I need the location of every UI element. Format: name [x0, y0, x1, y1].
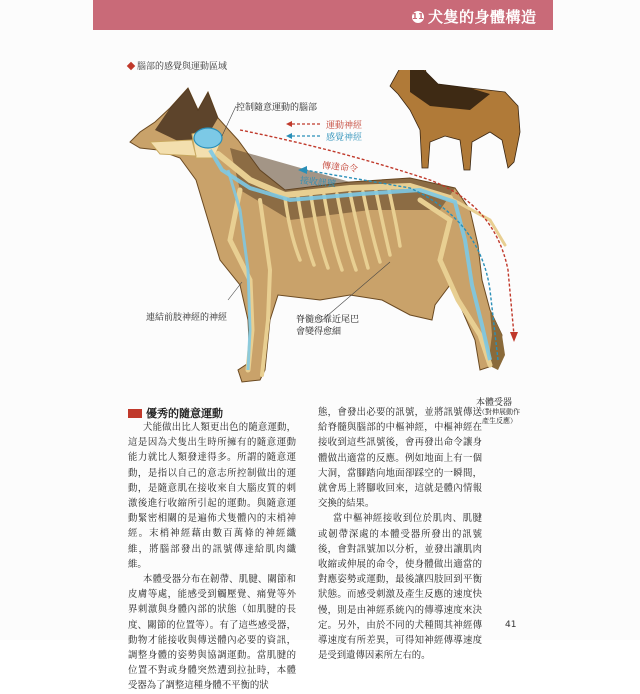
german-shepherd-photo	[390, 70, 520, 170]
article-column-1	[128, 420, 296, 694]
page-number: 41	[505, 620, 517, 630]
section-label-text: 腦部的感覺與運動區域	[137, 62, 228, 72]
receptor-sub-line1: （對伸展動作	[478, 408, 520, 416]
col1-paragraph: 本體受器分布在韌帶、肌腱、關節和皮膚等處，能感受到觸壓覺、痛覺等外界刺激與身體內部的狀態（如肌腱的長度、關節的位置等）。有了這些感受器，動物才能接收與傳送體內必要的資訊，調整身體的姿勢與協調運動。當肌腱的位置不對或身體突然遭到拉扯時，本體受器為了調整這種身體不平衡的狀	[128, 574, 296, 692]
heading-bar-icon	[128, 409, 142, 418]
chapter-title	[412, 6, 537, 28]
brain-label: 控制隨意運動的腦部	[236, 103, 318, 113]
brain-highlight	[194, 128, 222, 148]
chapter-title-text: 犬隻的身體構造	[428, 8, 537, 26]
spine-label-line2: 會變得愈細	[296, 327, 342, 337]
chapter-number-badge: 11	[412, 12, 425, 21]
diamond-bullet-icon	[127, 61, 135, 69]
receptor-sub-line2: 產生反應）	[482, 417, 517, 425]
col1-paragraph: 犬能做出比人類更出色的隨意運動，這是因為犬隻出生時所擁有的隨意運動能力就比人類發達得多。所謂的隨意運動，是指以自己的意志所控制做出的運動，是隨意肌在接收來自大腦皮質的刺激後進行收縮所引起的運動。與隨意運動緊密相關的是遍佈犬隻體內的末梢神經。末梢神經藉由數百萬條的神經纖維，將腦部發出的訊號傳達給肌肉纖維。	[128, 422, 296, 570]
col2-paragraph: 態，會發出必要的訊號，並將訊號傳送給脊髓與腦部的中樞神經，中樞神經在接收到這些訊號後，會再發出命令讓身體做出適當的反應。例如地面上有一個大洞，當腳踏向地面卻踩空的一瞬間，就會馬上將腳收回來，這就是體內情報交換的結果。	[318, 407, 482, 510]
foreleg-nerve-label: 連結前肢神經的神經	[146, 313, 228, 323]
legend-motor-label: 運動神經	[326, 121, 363, 131]
article-column-2	[318, 405, 482, 663]
article-heading-text: 優秀的隨意運動	[146, 407, 223, 420]
spine-label-line1: 脊髓愈靠近尾巴	[296, 315, 360, 325]
receptor-title: 本體受器	[476, 398, 513, 408]
col2-paragraph: 當中樞神經接收到位於肌肉、肌腱或韌帶深處的本體受器所發出的訊號後，會對訊號加以分析，並發出讓肌肉收縮或伸展的命令，使身體做出適當的對應姿勢或運動，最後讓四肢回到平衡狀態。而感受刺激及產生反應的速度快慢，則是由神經系統內的傳導速度來決定。另外，由於不同的犬種間其神經傳導速度有所差異，可得知神經傳導速度是受到遺傳因素所左右的。	[318, 513, 482, 662]
receive-signal-label: 接收訊號	[299, 176, 337, 190]
legend-sensory-label: 感覺神經	[326, 133, 363, 143]
transmit-command-label: 傳達命令	[321, 161, 359, 175]
article-heading	[128, 405, 223, 421]
dog-anatomy-illustration	[110, 70, 530, 410]
